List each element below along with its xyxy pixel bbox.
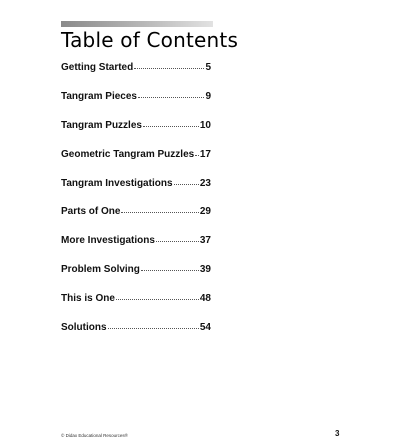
toc-entry-title: Parts of One (61, 206, 121, 218)
table-of-contents-list (61, 62, 211, 351)
toc-entry (61, 149, 211, 178)
toc-entry-page-number: 39 (199, 264, 211, 276)
toc-entry-page-number: 48 (199, 293, 211, 305)
toc-entry-page-number: 5 (205, 62, 211, 73)
toc-dot-leader (108, 328, 199, 329)
toc-entry-title: More Investigations (61, 235, 155, 247)
page-title: Table of Contents (61, 28, 239, 52)
toc-dot-leader (195, 155, 199, 156)
toc-dot-leader (116, 299, 199, 300)
toc-entry (61, 91, 211, 120)
footer-page-number: 3 (335, 429, 340, 438)
toc-entry (61, 293, 211, 322)
toc-entry (61, 178, 211, 207)
toc-entry-title: Getting Started (61, 62, 134, 73)
footer-copyright: © Didax Educational Resources® (61, 433, 128, 438)
toc-entry-page-number: 23 (199, 177, 211, 189)
toc-entry-page-number: 10 (199, 119, 211, 131)
toc-entry (61, 264, 211, 293)
toc-entry-page-number: 37 (199, 235, 211, 247)
toc-dot-leader (121, 212, 198, 213)
toc-entry-title: Problem Solving (61, 264, 140, 276)
toc-dot-leader (141, 270, 199, 271)
toc-entry (61, 235, 211, 264)
toc-entry-title: Tangram Puzzles (61, 119, 142, 131)
toc-entry-page-number: 29 (199, 206, 211, 218)
toc-entry-title: Geometric Tangram Puzzles (61, 148, 195, 160)
toc-entry (61, 62, 211, 91)
toc-entry-page-number: 17 (199, 148, 211, 160)
toc-entry (61, 322, 211, 351)
toc-entry-title: Solutions (61, 322, 107, 334)
toc-dot-leader (143, 126, 199, 127)
toc-entry-title: Tangram Pieces (61, 90, 137, 102)
toc-dot-leader (174, 184, 199, 185)
toc-entry-page-number: 54 (199, 322, 211, 334)
toc-entry-title: This is One (61, 293, 115, 305)
toc-entry-title: Tangram Investigations (61, 177, 173, 189)
toc-entry-page-number: 9 (205, 90, 211, 102)
toc-dot-leader (138, 97, 204, 98)
toc-dot-leader (134, 68, 204, 69)
toc-entry (61, 206, 211, 235)
title-accent-bar (61, 21, 213, 27)
toc-entry (61, 120, 211, 149)
toc-dot-leader (156, 241, 199, 242)
